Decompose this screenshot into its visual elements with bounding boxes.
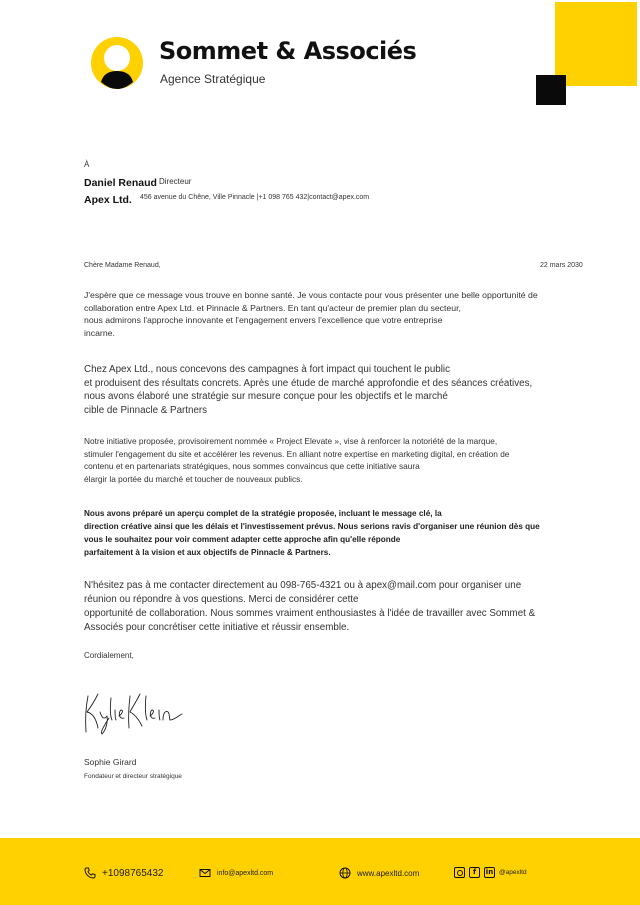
mail-icon	[199, 867, 211, 879]
recipient-company: Apex Ltd.	[84, 194, 132, 206]
text-line: Chez Apex Ltd., nous concevons des campagnes à fort impact qui touchent le public	[84, 364, 450, 375]
text-line: direction créative ainsi que les délais et l'investissement prévus. Nous serions ravis d'organiser une réunion dès que	[84, 521, 540, 531]
company-tagline: Agence Stratégique	[160, 72, 266, 86]
text-line: opportunité de collaboration. Nous sommes vraiment enthousiastes à l'idée de travailler avec Sommet &	[84, 608, 536, 619]
text-line: cible de Pinnacle & Partners	[84, 404, 208, 416]
text-line: N'hésitez pas à me contacter directement au 098-765-4321 ou à apex@mail.com pour organiser une	[84, 580, 522, 591]
signer-title: Fondateur et directeur stratégique	[84, 773, 182, 780]
decorative-black-square	[536, 75, 566, 105]
person-avatar-icon	[90, 36, 144, 90]
body-paragraph-3	[84, 435, 594, 486]
text-line: contenu et en partenariats stratégiques, nous sommes convaincus que cette initiative saura	[84, 461, 420, 472]
facebook-icon[interactable]: f	[469, 867, 480, 878]
recipient-to-label: À	[84, 160, 90, 169]
footer-social-handle: @apexltd	[499, 869, 527, 876]
company-name: Sommet & Associés	[159, 37, 417, 65]
body-paragraph-1	[84, 289, 594, 340]
text-line: Notre initiative proposée, provisoirement nommée « Project Elevate », vise à renforcer la notoriété de la marque,	[84, 436, 498, 446]
text-line: Associés pour concrétiser cette initiative et réussir ensemble.	[84, 622, 350, 633]
footer-phone[interactable]	[84, 867, 163, 879]
text-line: parfaitement à la vision et aux objectifs de Pinnacle & Partners.	[84, 547, 331, 557]
text-line: incarne.	[84, 328, 115, 339]
phone-icon	[84, 867, 96, 879]
recipient-name: Daniel Renaud	[84, 177, 157, 189]
text-line: et produisent des résultats concrets. Après une étude de marché approfondie et des séances créatives,	[84, 377, 533, 389]
text-line: collaboration entre Apex Ltd. et Pinnacle & Partners. En tant qu'acteur de premier plan du secteur,	[84, 302, 461, 313]
footer-website-text: www.apexltd.com	[357, 868, 420, 878]
linkedin-icon[interactable]: in	[485, 868, 494, 876]
footer-email[interactable]	[199, 867, 273, 879]
text-line: Nous avons préparé un aperçu complet de la stratégie proposée, incluant le message clé, la	[84, 509, 442, 518]
footer-website[interactable]	[339, 867, 419, 879]
footer-email-text: info@apexltd.com	[217, 869, 274, 877]
recipient-title: Directeur	[159, 177, 192, 186]
text-line: nous avons élaboré une stratégie sur mesure conçue pour les objectifs et le marché	[84, 391, 448, 403]
decorative-yellow-square	[555, 2, 637, 86]
letter-date: 22 mars 2030	[540, 262, 583, 269]
text-line: réunion ou répondre à vos questions. Merci de considérer cette	[84, 594, 359, 605]
salutation: Chère Madame Renaud,	[84, 262, 161, 269]
signer-name: Sophie Girard	[84, 757, 137, 767]
text-line: J'espère que ce message vous trouve en bonne santé. Je vous contacte pour vous présenter une belle opportunité de	[84, 290, 538, 300]
footer-social[interactable]	[454, 867, 527, 878]
recipient-address: 456 avenue du Chêne, Ville Pinnacle |+1 098 765 432|contact@apex.com	[140, 194, 370, 201]
text-line: stimuler l'engagement du site et accélérer les revenus. En alliant notre expertise en marketing digital, en création de	[84, 448, 510, 459]
text-line: vous le souhaitez pour voir comment adapter cette approche afin qu'elle réponde	[84, 534, 401, 544]
text-line: nous admirons l'approche innovante et l'engagement envers l'excellence que votre entreprise	[84, 315, 443, 326]
body-paragraph-4	[84, 508, 594, 560]
body-paragraph-2	[84, 363, 594, 417]
closing: Cordialement,	[84, 651, 134, 660]
handwritten-signature	[82, 688, 202, 736]
footer-bar	[0, 838, 640, 905]
footer-phone-text: +1098765432	[102, 867, 164, 879]
instagram-icon[interactable]	[454, 867, 465, 878]
body-paragraph-5	[84, 579, 594, 635]
text-line: élargir la portée du marché et toucher de nouveaux publics.	[84, 474, 303, 485]
globe-icon	[339, 867, 351, 879]
